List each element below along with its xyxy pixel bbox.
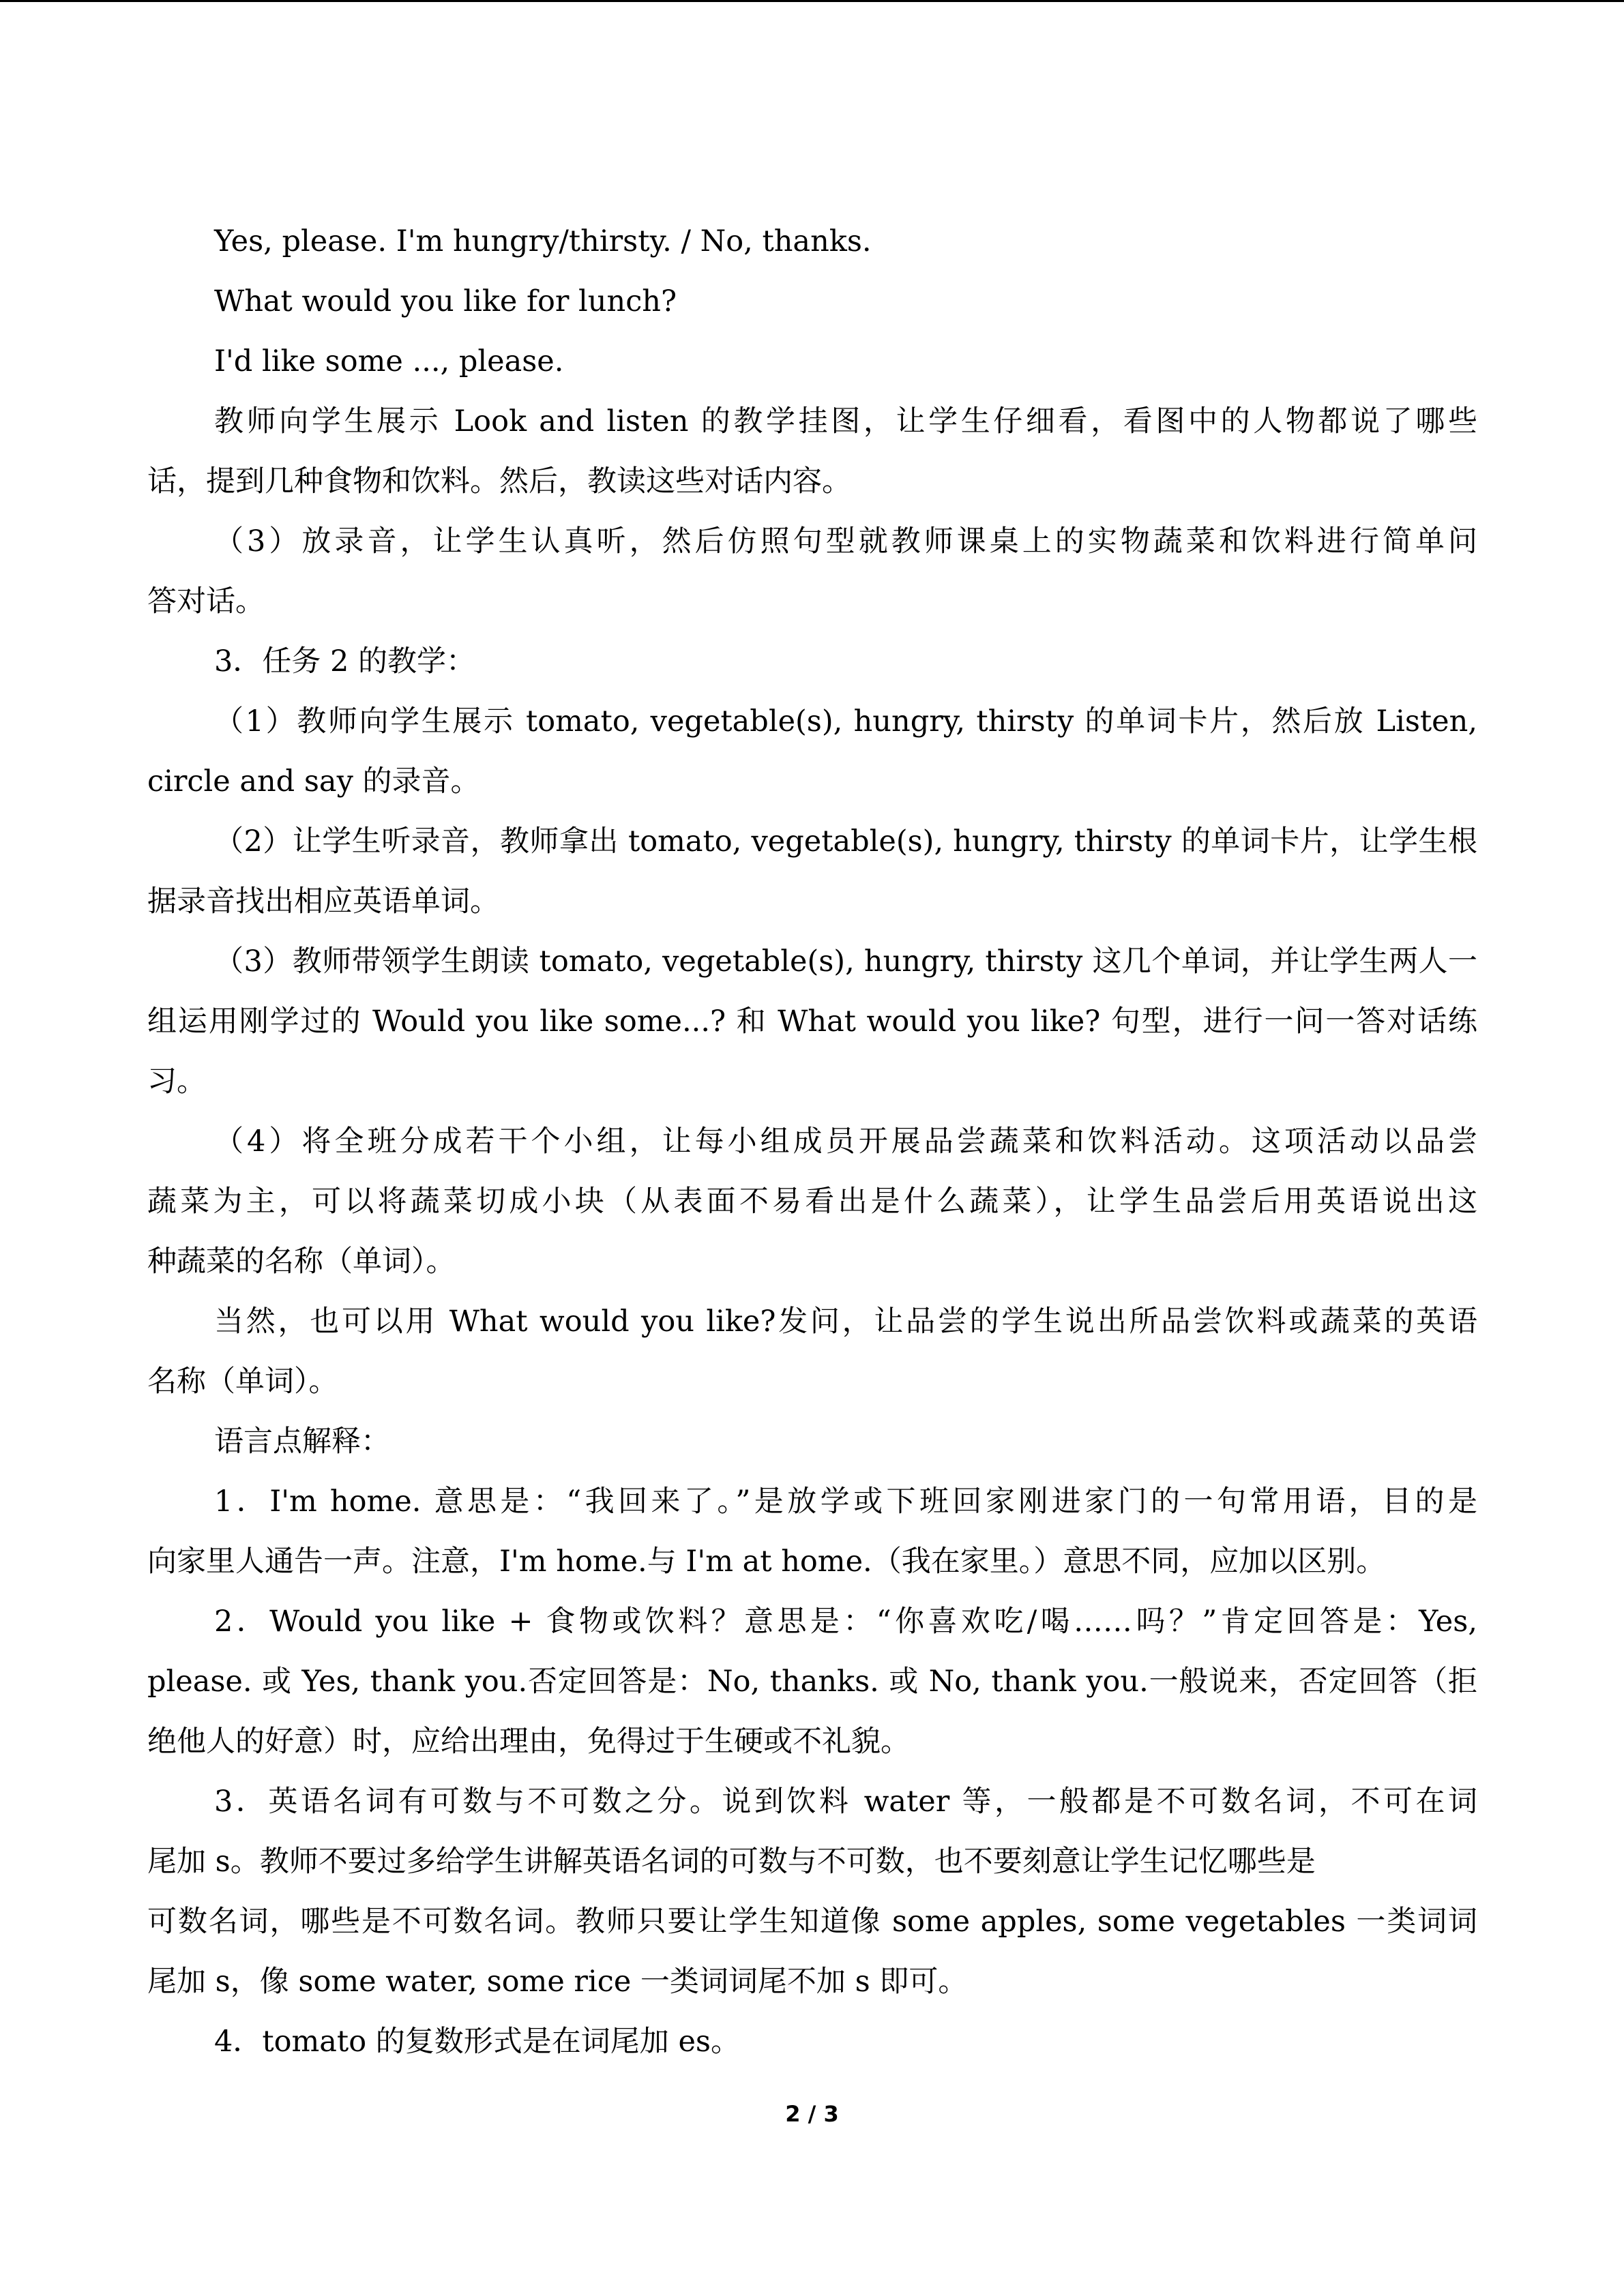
step-3-recording-line-2: 答对话。	[147, 584, 265, 618]
task-2-step-4-line-2: 蔬菜为主，可以将蔬菜切成小块（从表面不易看出是什么蔬菜），让学生品尝后用英语说出这	[147, 1184, 1477, 1219]
language-point-3-line-4: 尾加 s，像 some water, some rice 一类词词尾不加 s 即可。	[147, 1965, 968, 1999]
language-point-1-line-1: 1．I'm home. 意思是：“我回来了。”是放学或下班回家刚进家门的一句常用语，目的是	[214, 1485, 1477, 1519]
language-point-3-line-1: 3．英语名词有可数与不可数之分。说到饮料 water 等，一般都是不可数名词，不可在词	[214, 1785, 1477, 1819]
language-point-2-line-1: 2．Would you like + 食物或饮料？意思是：“你喜欢吃/喝……吗？”肯定回答是：Yes,	[214, 1605, 1477, 1639]
language-point-2-line-3: 绝他人的好意）时，应给出理由，免得过于生硬或不礼貌。	[147, 1725, 910, 1759]
alternative-paragraph-line-1: 当然，也可以用 What would you like?发问，让品尝的学生说出所品尝饮料或蔬菜的英语	[214, 1304, 1477, 1339]
alternative-paragraph-line-2: 名称（单词）。	[147, 1365, 338, 1399]
task-2-step-3-line-1: （3）教师带领学生朗读 tomato, vegetable(s), hungry, thirsty 这几个单词，并让学生两人一	[214, 944, 1477, 979]
dialogue-line-yes-please: Yes, please. I'm hungry/thirsty. / No, thanks.	[214, 224, 872, 258]
task-2-step-4-line-1: （4）将全班分成若干个小组，让每小组成员开展品尝蔬菜和饮料活动。这项活动以品尝	[214, 1124, 1477, 1159]
task-2-step-2-line-2: 据录音找出相应英语单词。	[147, 884, 499, 919]
paragraph-look-listen-line-1: 教师向学生展示 Look and listen 的教学挂图，让学生仔细看，看图中的人物都说了哪些	[214, 404, 1477, 438]
task-2-heading: 3．任务 2 的教学：	[214, 644, 476, 679]
step-3-recording-line-1: （3）放录音，让学生认真听，然后仿照句型就教师课桌上的实物蔬菜和饮料进行简单问	[214, 524, 1477, 558]
dialogue-line-what-lunch: What would you like for lunch?	[214, 284, 677, 318]
language-point-2-line-2: please. 或 Yes, thank you.否定回答是：No, thanks. 或 No, thank you.一般说来，否定回答（拒	[147, 1665, 1477, 1699]
top-border-line	[0, 0, 1624, 2]
page-number: 2 / 3	[785, 2101, 839, 2127]
paragraph-look-listen-line-2: 话，提到几种食物和饮料。然后，教读这些对话内容。	[147, 464, 851, 498]
document-body	[147, 211, 1477, 2072]
language-points-heading: 语言点解释：	[214, 1425, 390, 1459]
language-point-1-line-2: 向家里人通告一声。注意，I'm home.与 I'm at home.（我在家里。）意思不同，应加以区别。	[147, 1545, 1386, 1579]
task-2-step-4-line-3: 种蔬菜的名称（单词）。	[147, 1244, 456, 1279]
language-point-3-line-3: 可数名词，哪些是不可数名词。教师只要让学生知道像 some apples, some vegetables 一类词词	[147, 1905, 1477, 1939]
task-2-step-3-line-3: 习。	[147, 1064, 206, 1099]
dialogue-line-id-like: I'd like some ..., please.	[214, 344, 564, 378]
task-2-step-3-line-2: 组运用刚学过的 Would you like some...? 和 What would you like? 句型，进行一问一答对话练	[147, 1004, 1477, 1039]
language-point-3-line-2: 尾加 s。教师不要过多给学生讲解英语名词的可数与不可数，也不要刻意让学生记忆哪些是	[147, 1845, 1316, 1879]
task-2-step-2-line-1: （2）让学生听录音，教师拿出 tomato, vegetable(s), hungry, thirsty 的单词卡片，让学生根	[214, 824, 1477, 859]
task-2-step-1-line-1: （1）教师向学生展示 tomato, vegetable(s), hungry, thirsty 的单词卡片，然后放 Listen,	[214, 704, 1477, 739]
task-2-step-1-line-2: circle and say 的录音。	[147, 764, 480, 799]
language-point-4-line-1: 4．tomato 的复数形式是在词尾加 es。	[214, 2025, 740, 2059]
